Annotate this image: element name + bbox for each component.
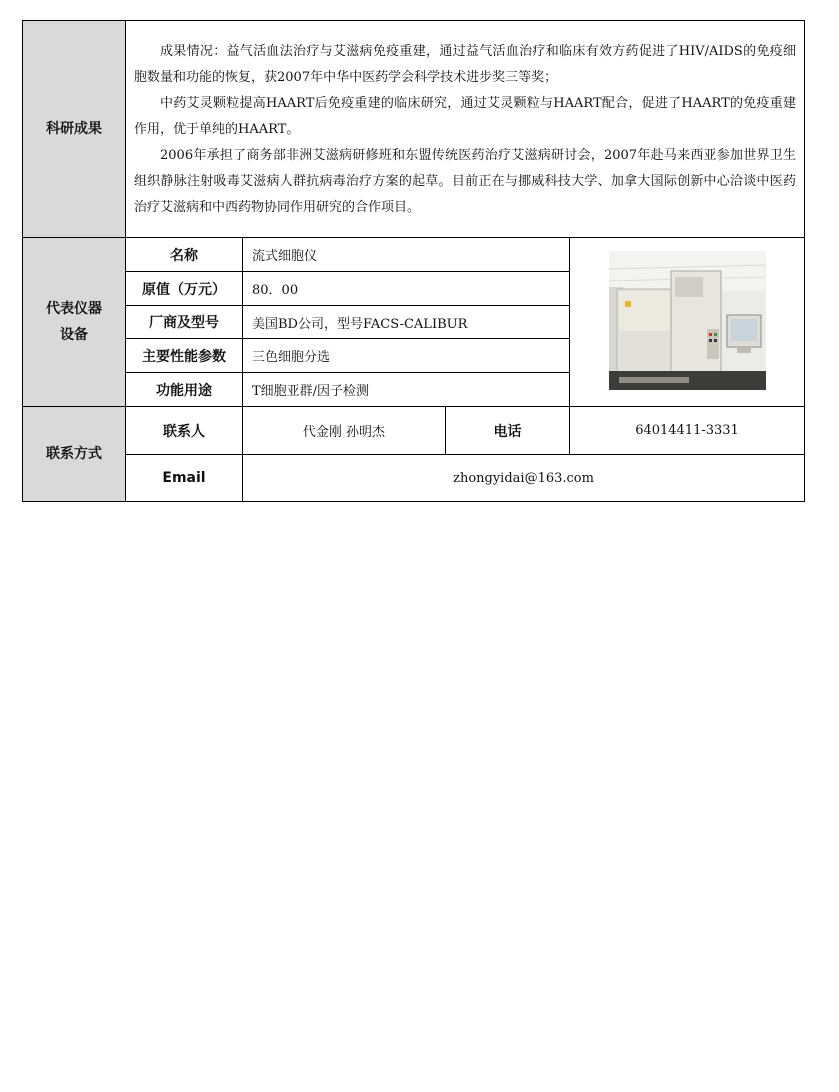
contact-label: 联系方式 [23, 407, 126, 502]
instrument-label: 代表仪器设备 [23, 238, 126, 407]
instrument-key-model: 厂商及型号 [126, 306, 243, 339]
flow-cytometer-photo [609, 251, 766, 390]
instrument-key-price: 原值（万元） [126, 272, 243, 306]
research-paragraph-3: 2006年承担了商务部非洲艾滋病研修班和东盟传统医药治疗艾滋病研讨会，2007年赴马来西亚参加世界卫生组织静脉注射吸毒艾滋病人群抗病毒治疗方案的起草。目前正在与挪威科技大学、加拿大国际创新中心洽谈中医药治疗艾滋病和中西药物协同作用研究的合作项目。 [134, 148, 797, 215]
contact-person-value: 代金刚 孙明杰 [243, 407, 446, 455]
instrument-value-price: 80．00 [243, 272, 570, 306]
contact-phone-value: 64014411-3331 [570, 407, 805, 455]
contact-person-label: 联系人 [126, 407, 243, 455]
info-sheet [22, 20, 804, 502]
contact-row-person [23, 407, 805, 455]
instrument-key-name: 名称 [126, 238, 243, 272]
instrument-key-params: 主要性能参数 [126, 339, 243, 373]
research-paragraph-1: 成果情况：益气活血法治疗与艾滋病免疫重建，通过益气活血治疗和临床有效方药促进了HIV/AIDS的免疫细胞数量和功能的恢复，获2007年中华中医药学会科学技术进步奖三等奖； [134, 44, 797, 85]
contact-email-value[interactable]: zhongyidai@163.com [243, 455, 805, 502]
instrument-value-params: 三色细胞分选 [243, 339, 570, 373]
instrument-row-name [23, 238, 805, 272]
contact-phone-label: 电话 [446, 407, 570, 455]
research-row [23, 21, 805, 238]
research-label: 科研成果 [23, 21, 126, 238]
contact-row-email [23, 455, 805, 502]
info-table [22, 20, 805, 502]
instrument-value-name: 流式细胞仪 [243, 238, 570, 272]
contact-email-label: Email [126, 455, 243, 502]
instrument-value-usage: T细胞亚群/因子检测 [243, 373, 570, 407]
research-content [126, 21, 805, 238]
instrument-photo-cell [570, 238, 805, 407]
research-paragraph-2: 中药艾灵颗粒提高HAART后免疫重建的临床研究，通过艾灵颗粒与HAART配合，促进了HAART的免疫重建作用，优于单纯的HAART。 [134, 96, 797, 137]
instrument-key-usage: 功能用途 [126, 373, 243, 407]
instrument-value-model: 美国BD公司，型号FACS-CALIBUR [243, 306, 570, 339]
